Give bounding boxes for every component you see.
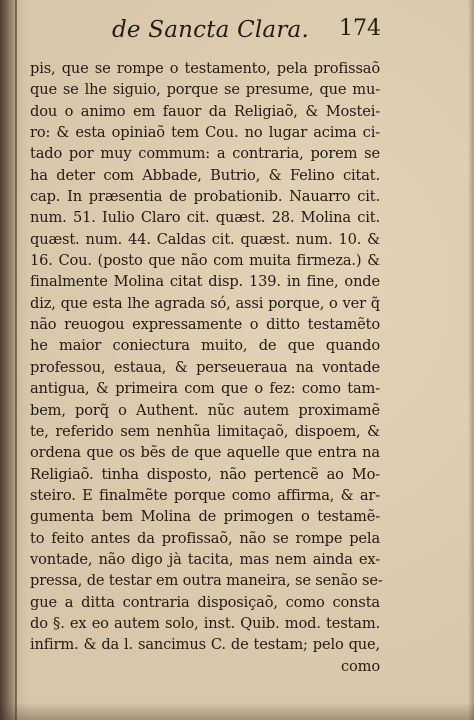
text-line: infirm. & da l. sancimus C. de testam; pelo que, bbox=[30, 636, 380, 654]
text-line: finalmente Molina citat disp. 139. in fine, onde bbox=[30, 273, 380, 291]
text-line: que se lhe siguio, porque se presume, que mu- bbox=[30, 81, 380, 99]
text-line: dou o animo em fauor da Religiaõ, & Mostei- bbox=[30, 102, 380, 120]
running-head: de Sancta Clara. bbox=[112, 17, 309, 43]
text-line: gue a ditta contraria disposiçaõ, como consta bbox=[30, 593, 380, 611]
text-line: he maior coniectura muito, de que quando bbox=[30, 337, 380, 355]
text-line: ro: & esta opiniaõ tem Cou. no lugar acima ci- bbox=[30, 124, 380, 142]
text-line: to feito antes da profissaõ, não se rompe pela bbox=[30, 529, 380, 547]
text-line: pressa, de testar em outra maneira, se senão se- bbox=[30, 572, 383, 590]
text-line: ha deter com Abbade, Butrio, & Felino citat. bbox=[30, 166, 380, 184]
text-line: 16. Cou. (posto que não com muita firmeza.) & bbox=[30, 252, 380, 270]
text-line: te, referido sem nenhũa limitaçaõ, dispoem, & bbox=[30, 422, 380, 440]
text-line: ordena que os bẽs de que aquelle que entra na bbox=[30, 444, 380, 462]
text-line: tado por muy commum: a contraria, porem se bbox=[30, 145, 380, 163]
text-line: gumenta bem Molina de primogen o testamẽ- bbox=[30, 508, 380, 526]
gutter-shadow-line bbox=[15, 0, 17, 720]
text-line: cap. In præsentia de probationib. Nauarro cit. bbox=[30, 188, 380, 206]
body-text-block bbox=[30, 58, 383, 677]
page-number: 174 bbox=[339, 16, 381, 41]
text-line: pis, que se rompe o testamento, pela profissaõ bbox=[30, 60, 380, 77]
bottom-edge-shadow bbox=[0, 702, 474, 720]
catchword: como bbox=[341, 657, 380, 675]
text-line: num. 51. Iulio Claro cit. quæst. 28. Molina cit. bbox=[30, 209, 380, 227]
text-line: do §. ex eo autem solo, inst. Quib. mod. testam. bbox=[30, 614, 380, 632]
text-line: diz, que esta lhe agrada só, assi porque, o ver q̃ bbox=[30, 294, 380, 312]
text-line: vontade, não digo jà tacita, mas nem ainda ex- bbox=[30, 550, 380, 568]
text-line: Religiaõ. tinha disposto, não pertencẽ ao Mo- bbox=[30, 465, 380, 483]
text-line: bem, porq̃ o Authent. nũc autem proximamẽ bbox=[30, 401, 380, 419]
text-line: professou, estaua, & perseueraua na vontade bbox=[30, 358, 380, 376]
binding-gutter bbox=[0, 0, 16, 720]
text-line: quæst. num. 44. Caldas cit. quæst. num. 10. & bbox=[30, 230, 380, 248]
text-line: não reuogou expressamente o ditto testamẽto bbox=[30, 316, 380, 334]
text-line: steiro. E finalmẽte porque como affirma, & ar- bbox=[30, 486, 380, 504]
text-line: antigua, & primeira com que o fez: como tam- bbox=[30, 380, 380, 398]
page-edge-shadow bbox=[468, 0, 474, 720]
